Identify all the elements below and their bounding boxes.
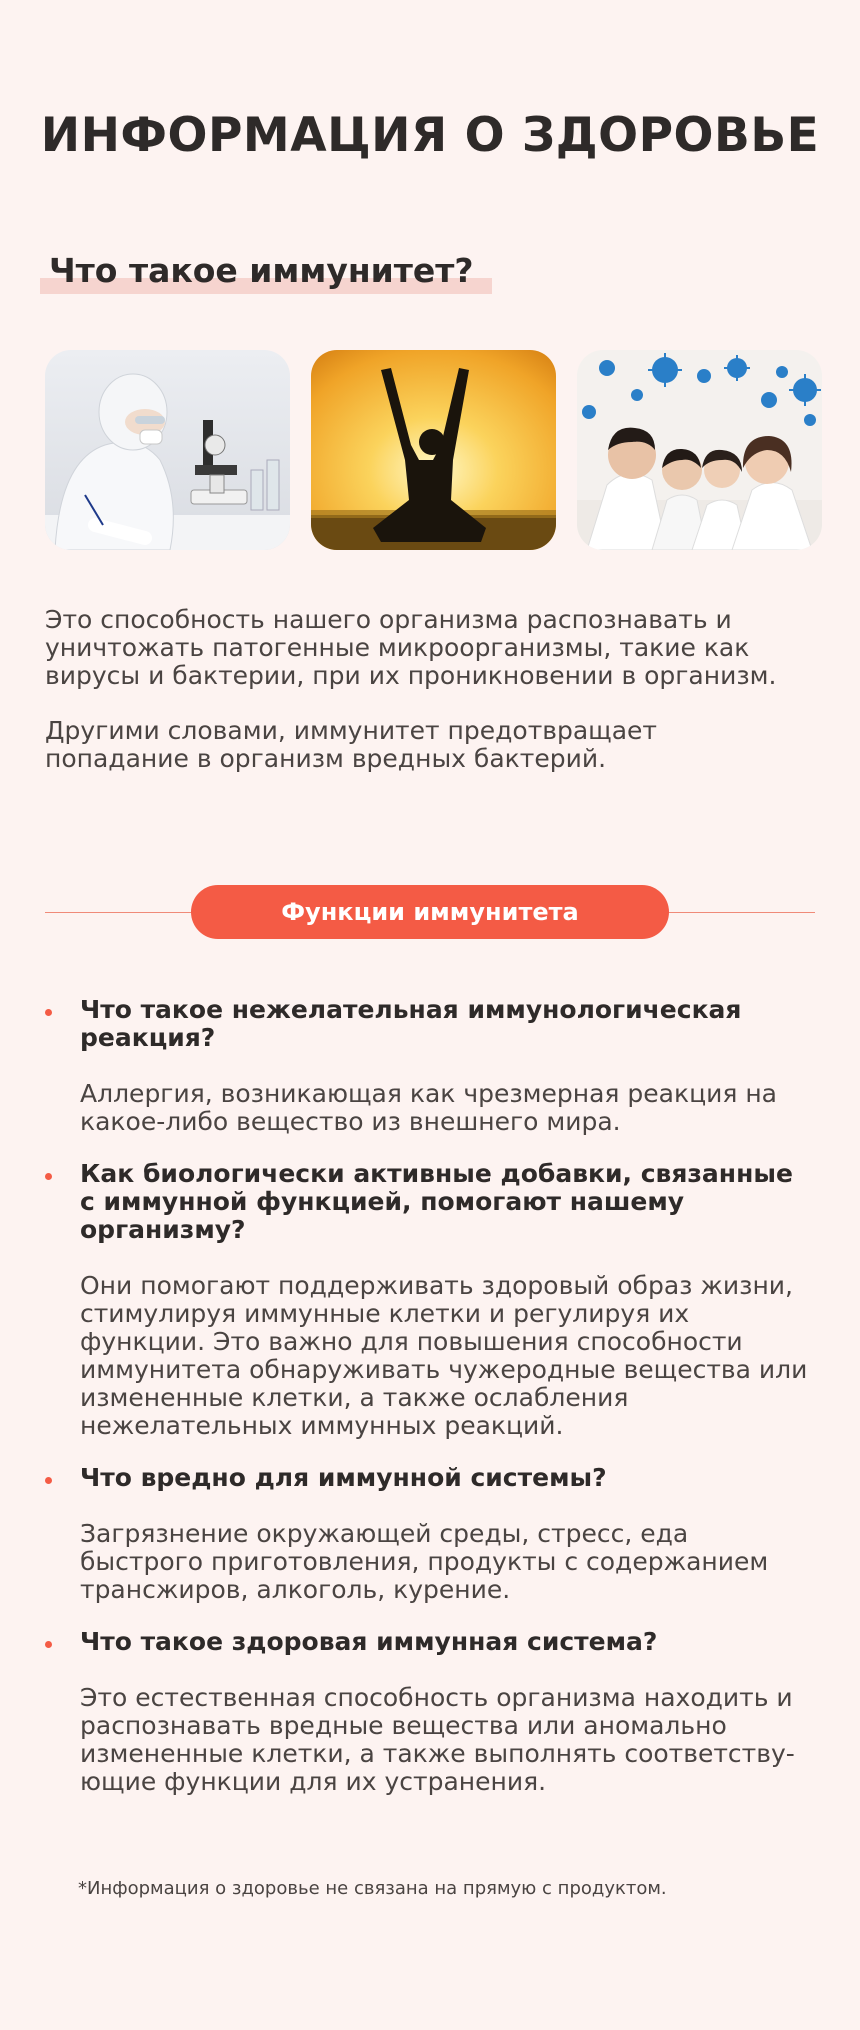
faq-question: Что вредно для иммунной системы? bbox=[80, 1463, 607, 1492]
faq-item bbox=[45, 1160, 815, 1440]
faq-answer: Загрязнение окружающей среды, стресс, еда быстрого приготовления, продукты с содержанием трансжиров, алкоголь, курение. bbox=[80, 1519, 769, 1604]
disclaimer-note: *Информация о здоровье не связана на прямую с продуктом. bbox=[78, 1878, 667, 1899]
intro-text bbox=[45, 606, 785, 800]
bullet-icon bbox=[45, 1009, 52, 1016]
faq-item bbox=[45, 996, 815, 1136]
bullet-icon bbox=[45, 1477, 52, 1484]
faq-question: Как биологически активные добавки, связанные с иммунной функцией, помогают нашему организму? bbox=[80, 1159, 793, 1244]
faq-question: Что такое здоровая иммунная система? bbox=[80, 1627, 658, 1656]
faq-list bbox=[45, 996, 815, 1820]
functions-badge: Функции иммунитета bbox=[191, 885, 669, 939]
bullet-icon bbox=[45, 1641, 52, 1648]
scientist-microscope-photo bbox=[45, 350, 290, 550]
intro-paragraph: Это способность нашего организма распознавать и уничтожать патогенные микроорганизмы, такие как вирусы и бактерии, при их проникновении в организм. bbox=[45, 605, 777, 690]
faq-item bbox=[45, 1628, 815, 1796]
faq-answer: Аллергия, возникающая как чрезмерная реакция на какое-либо вещество из внешнего мира. bbox=[80, 1079, 777, 1136]
faq-answer: Это естественная способность организма находить и распознавать вредные вещества или аномально измененные клетки, а также выполнять соответству-ющие функции для их устранения. bbox=[80, 1683, 795, 1796]
section-title: Что такое иммунитет? bbox=[49, 251, 474, 290]
photo-row bbox=[45, 350, 815, 550]
page-title: ИНФОРМАЦИЯ О ЗДОРОВЬЕ bbox=[40, 108, 820, 163]
faq-item bbox=[45, 1464, 815, 1604]
family-virus-photo bbox=[577, 350, 822, 550]
faq-answer: Они помогают поддерживать здоровый образ жизни, стимулируя иммунные клетки и регулируя их функции. Это важно для повышения способности иммунитета обнаруживать чужеродные вещества или измененные клетки, а также ослабления нежелательных иммунных реакций. bbox=[80, 1271, 808, 1440]
sunset-meditation-photo bbox=[311, 350, 556, 550]
intro-paragraph: Другими словами, иммунитет предотвращает попадание в организм вредных бактерий. bbox=[45, 716, 657, 773]
section-heading bbox=[40, 248, 474, 294]
faq-question: Что такое нежелательная иммунологическая реакция? bbox=[80, 995, 742, 1052]
bullet-icon bbox=[45, 1173, 52, 1180]
